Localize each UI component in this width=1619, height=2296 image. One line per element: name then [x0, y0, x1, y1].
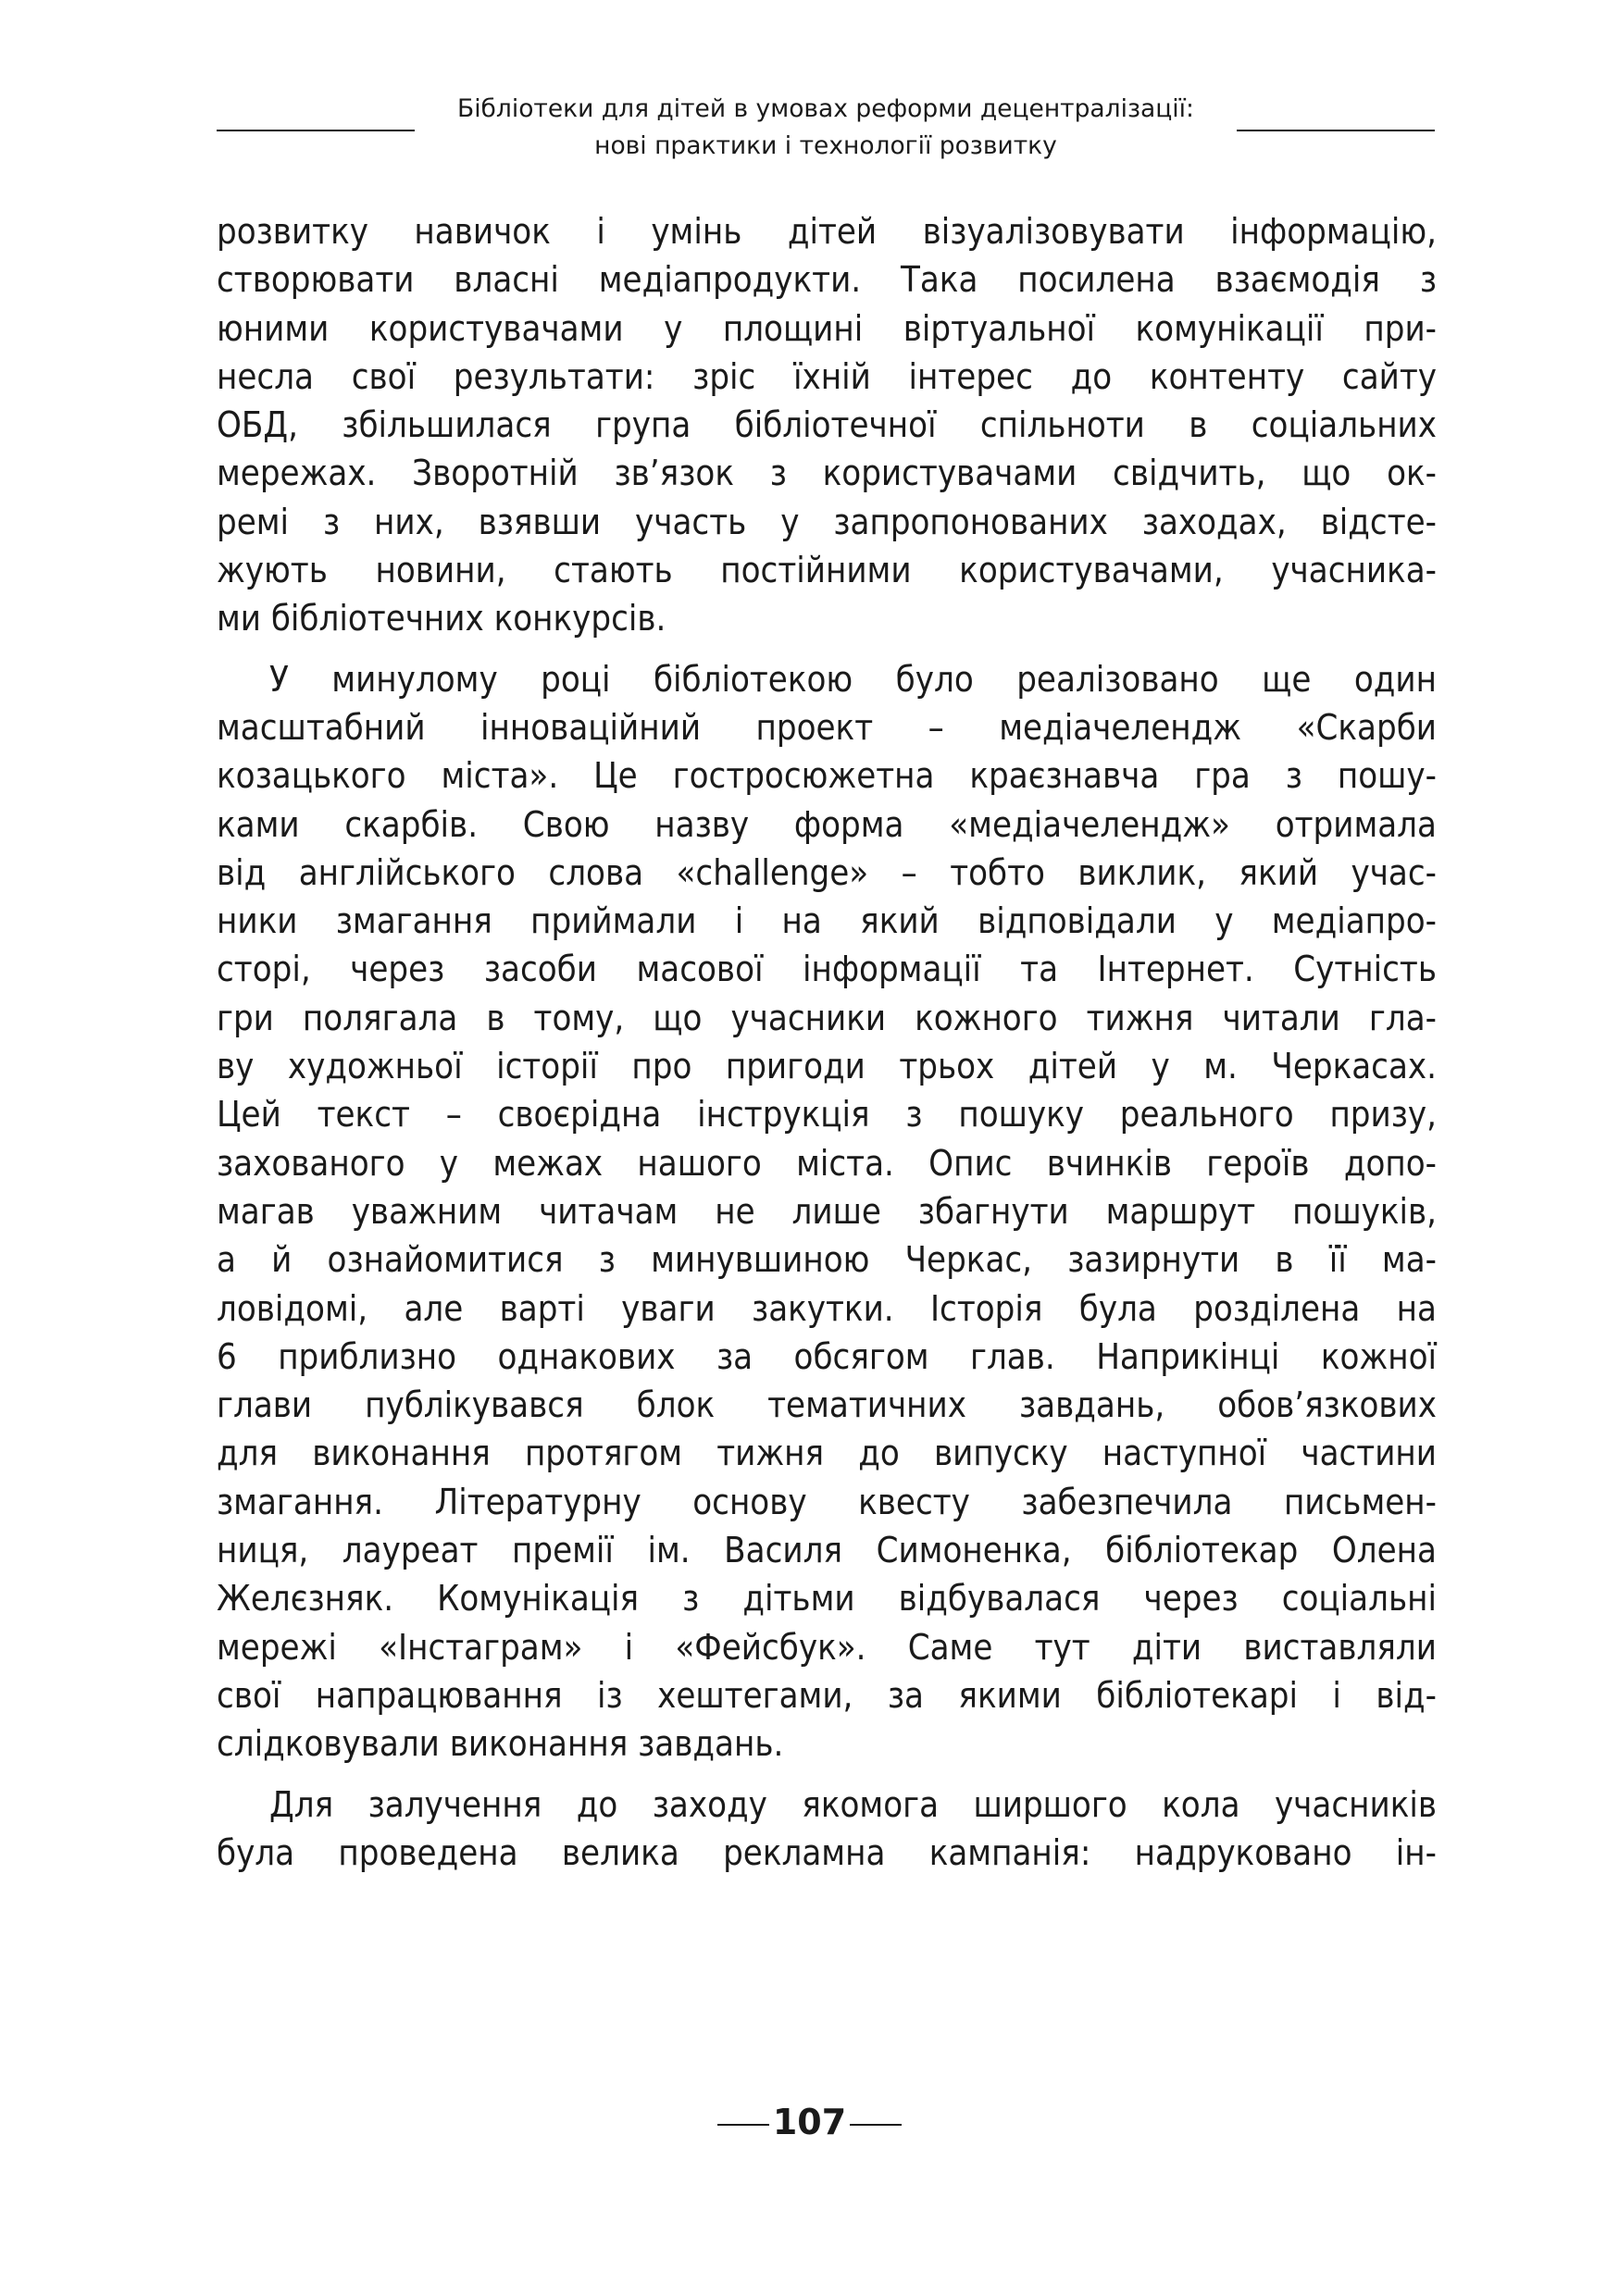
text-line: ками скарбів. Свою назву форма «медіачелендж» отримала [217, 803, 1437, 845]
running-head-rule-right [1237, 130, 1435, 131]
text-line: для виконання протягом тижня до випуску наступної частини [217, 1433, 1437, 1474]
text-line: була проведена велика рекламна кампанія: надруковано ін- [217, 1831, 1437, 1873]
text-line: масштабний інноваційний проект – медіачелендж «Скарби [217, 706, 1437, 748]
text-line: козацького міста». Це гостросюжетна краєзнавча гра з пошу- [217, 755, 1437, 797]
text-line: магав уважним читачам не лише збагнути маршрут пошуків, [217, 1190, 1437, 1232]
text-line: Желєзняк. Комунікація з дітьми відбувалася через соціальні [217, 1578, 1437, 1620]
text-line: 6 приблизно однакових за обсягом глав. Наприкінці кожної [217, 1335, 1437, 1377]
text-line: глави публікувався блок тематичних завдань, обов’язкових [217, 1384, 1437, 1426]
paragraph [217, 207, 1437, 643]
text-line: мережах. Зворотній зв’язок з користувачами свідчить, що ок- [217, 453, 1437, 494]
text-line: жують новини, стають постійними користувачами, учасника- [217, 550, 1437, 591]
text-line: ники змагання приймали і на який відповідали у медіапро- [217, 900, 1437, 942]
text-line: Цей текст – своєрідна інструкція з пошуку реального призу, [217, 1094, 1437, 1136]
text-line: захованого у межах нашого міста. Опис вчинків героїв допо- [217, 1142, 1437, 1184]
text-line: свої напрацювання із хештегами, за якими бібліотекарі і від- [217, 1674, 1437, 1716]
running-head [217, 89, 1435, 167]
page-number-value: 107 [772, 2102, 847, 2142]
text-line: а й ознайомитися з минувшиною Черкас, зазирнути в її ма- [217, 1239, 1437, 1281]
text-line: мережі «Інстаграм» і «Фейсбук». Саме тут діти виставляли [217, 1626, 1437, 1668]
paragraph-gap [217, 1769, 1437, 1781]
text-line: У минулому році бібліотекою було реалізовано ще один [269, 658, 1437, 700]
running-head-title-line2: нові практики і технології розвитку [594, 131, 1057, 160]
text-line: слідковували виконання завдань. [217, 1723, 784, 1765]
paragraph [217, 1781, 1437, 1878]
text-line: Для залучення до заходу якомога ширшого кола учасників [269, 1783, 1437, 1825]
text-line: створювати власні медіапродукти. Така посилена взаємодія з [217, 259, 1437, 301]
text-line: ву художньої історії про пригоди трьох дітей у м. Черкасах. [217, 1046, 1437, 1087]
text-line: ми бібліотечних конкурсів. [217, 598, 666, 639]
page-number-dash-right [850, 2124, 902, 2126]
text-line: гри полягала в тому, що учасники кожного тижня читали гла- [217, 997, 1437, 1038]
text-line: ниця, лауреат премії ім. Василя Симоненка, бібліотекар Олена [217, 1530, 1437, 1571]
text-line: розвитку навичок і умінь дітей візуалізовувати інформацію, [217, 211, 1437, 252]
page-number-dash-left [717, 2124, 769, 2126]
text-line: юними користувачами у площині віртуальної комунікації при- [217, 307, 1437, 349]
text-line: ремі з них, взявши участь у запропонованих заходах, відсте- [217, 501, 1437, 542]
running-head-title-line1: Бібліотеки для дітей в умовах реформи децентралізації: [457, 94, 1194, 123]
paragraph-gap [217, 643, 1437, 655]
text-line: несла свої результати: зріс їхній інтерес до контенту сайту [217, 355, 1437, 397]
paragraph [217, 655, 1437, 1769]
running-head-rule-left [217, 130, 415, 131]
body-text [217, 207, 1437, 1877]
text-line: ловідомі, але варті уваги закутки. Історія була розділена на [217, 1287, 1437, 1329]
text-line: сторі, через засоби масової інформації та Інтернет. Сутність [217, 949, 1437, 990]
text-line: змагання. Літературну основу квесту забезпечила письмен- [217, 1481, 1437, 1522]
text-line: ОБД, збільшилася група бібліотечної спільноти в соціальних [217, 404, 1437, 446]
page-number [0, 2099, 1619, 2145]
text-line: від англійського слова «challenge» – тобто виклик, який учас- [217, 851, 1437, 893]
